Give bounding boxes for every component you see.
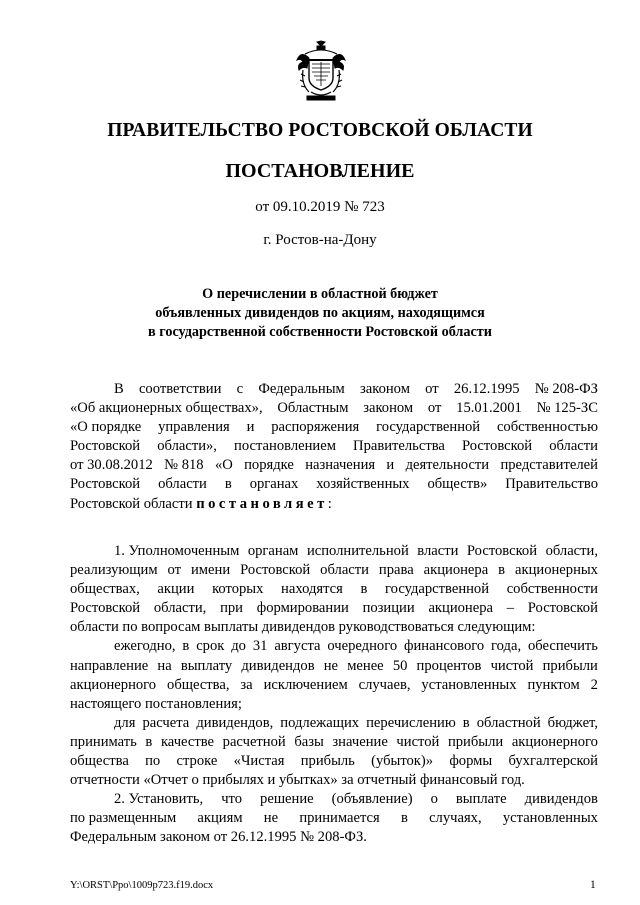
word: области, xyxy=(545,543,598,559)
text-line xyxy=(70,599,598,618)
word: от xyxy=(167,562,182,579)
word: обществ» xyxy=(427,476,488,493)
text-line xyxy=(70,418,598,437)
word: процентов xyxy=(416,657,482,674)
text-line xyxy=(70,676,598,695)
word: базы xyxy=(294,733,324,750)
word: находятся xyxy=(281,581,343,598)
text-line xyxy=(70,752,598,771)
document-subject xyxy=(70,285,570,342)
word: очередного xyxy=(327,638,398,655)
word: не xyxy=(323,657,339,674)
text-line xyxy=(70,475,598,494)
subject-line: объявленных дивидендов по акциям, находящимся xyxy=(155,305,485,321)
word: Ростовской xyxy=(527,600,598,617)
word: государственной xyxy=(376,419,481,436)
text-line xyxy=(70,714,598,733)
word: собственности xyxy=(506,581,598,598)
word: законом xyxy=(363,400,414,417)
word: хозяйственных xyxy=(316,476,410,493)
word: ежегодно, xyxy=(114,638,176,655)
word: области», xyxy=(157,438,217,455)
word: строке xyxy=(176,753,218,770)
word: в xyxy=(224,476,232,493)
word: «О xyxy=(214,457,233,474)
word: исключением xyxy=(263,676,348,693)
word: 2. Установить, xyxy=(114,791,204,808)
word: (объявление) xyxy=(331,791,413,808)
word: позиции xyxy=(362,600,415,617)
word: органах xyxy=(249,476,299,493)
word: качестве xyxy=(160,733,215,750)
line-text: Федеральным законом от 26.12.1995 № 208-ФЗ. xyxy=(70,829,367,846)
word: и xyxy=(246,419,255,436)
text-line xyxy=(70,495,598,514)
text-line xyxy=(70,399,598,418)
word: направление xyxy=(70,657,149,674)
word: и xyxy=(386,457,395,474)
word: «О порядке xyxy=(70,419,142,436)
word: расчета xyxy=(142,714,190,731)
line-text: области по вопросам выплаты дивидендов руководствоваться следующим: xyxy=(70,619,536,636)
word: менее xyxy=(347,657,384,674)
word: установленных xyxy=(421,676,517,693)
word: за xyxy=(240,676,253,693)
word: собственностью xyxy=(496,419,598,436)
word: обществах, xyxy=(70,581,140,598)
word: решение xyxy=(260,791,314,808)
text-line xyxy=(70,561,598,580)
text-line xyxy=(70,733,598,752)
text-line xyxy=(70,790,598,809)
text-line xyxy=(70,580,598,599)
word: области, xyxy=(153,600,207,617)
word: законом xyxy=(359,381,410,397)
word: до xyxy=(231,638,246,655)
word: в xyxy=(498,562,506,579)
word: № 818 xyxy=(164,457,204,474)
word: соответствии xyxy=(138,381,222,397)
word: чистой xyxy=(490,657,534,674)
word: реализующим xyxy=(70,562,158,579)
word: Ростовской xyxy=(466,543,538,559)
word: – xyxy=(506,600,515,617)
text-line xyxy=(70,456,598,475)
word: общества xyxy=(70,753,129,770)
subject-line: О перечислении в областной бюджет xyxy=(202,286,438,302)
word: 26.12.1995 xyxy=(453,381,520,397)
word: прибыли xyxy=(542,657,598,674)
word: которых xyxy=(212,581,264,598)
document-date-number: от 09.10.2019 № 723 xyxy=(255,199,385,215)
word: постановлением xyxy=(234,438,336,455)
word: подлежащих xyxy=(280,714,360,731)
word: выплате xyxy=(455,791,507,808)
word: расчетной xyxy=(222,733,286,750)
text-line xyxy=(70,437,598,456)
document-type: ПОСТАНОВЛЕНИЕ xyxy=(225,160,415,182)
word: исполнительной xyxy=(306,543,409,559)
word: от xyxy=(427,400,442,417)
line-text: отчетности «Отчет о прибылях и убытках» за отчетный финансовый год. xyxy=(70,772,525,789)
word: в xyxy=(145,733,153,750)
word: о xyxy=(430,791,438,808)
word: Ростовской xyxy=(70,600,141,617)
page-number: 1 xyxy=(590,879,596,891)
word: назначения xyxy=(305,457,376,474)
word: общества, xyxy=(167,676,230,693)
text-line xyxy=(70,771,598,790)
word: В xyxy=(114,381,124,397)
word: срок xyxy=(196,638,225,655)
word: 1. Уполномоченным xyxy=(114,543,240,559)
word: акционерного xyxy=(70,676,157,693)
word: органам xyxy=(247,543,299,559)
word: Правительство xyxy=(505,476,598,493)
word: области xyxy=(320,562,369,579)
subject-line: в государственной собственности Ростовской области xyxy=(148,324,492,340)
word: перечислению xyxy=(366,714,456,731)
word: акционерного xyxy=(511,733,598,750)
word: что xyxy=(221,791,243,808)
text-line xyxy=(70,657,598,676)
document-place: г. Ростов-на-Дону xyxy=(263,232,377,248)
word: № 125-ЗС xyxy=(536,400,598,417)
text-line xyxy=(70,380,598,399)
word: Правительства xyxy=(353,438,445,455)
word: государственной xyxy=(385,581,490,598)
word: в xyxy=(462,714,470,731)
word: обеспечить xyxy=(527,638,598,655)
word: формы xyxy=(449,753,493,770)
text-line xyxy=(70,542,598,561)
word: акционера xyxy=(428,600,493,617)
word: дивидендов, xyxy=(196,714,274,731)
resolves-word: постановляет xyxy=(196,495,328,512)
word: 15.01.2001 xyxy=(456,400,522,417)
word: на xyxy=(157,657,172,674)
text-line xyxy=(70,618,598,637)
word: бухгалтерской xyxy=(508,753,598,770)
word: от 30.08.2012 xyxy=(70,457,153,474)
text-line xyxy=(70,828,598,847)
word: установленных xyxy=(502,810,598,827)
word: года, xyxy=(491,638,522,655)
line-text: настоящего постановления; xyxy=(70,695,242,712)
word: власти xyxy=(417,543,459,559)
word: области xyxy=(158,476,207,493)
word: «Об акционерных обществах», xyxy=(70,400,263,417)
coat-of-arms-emblem xyxy=(295,40,347,104)
word: (убыток)» xyxy=(371,753,434,770)
word: имени xyxy=(190,562,231,579)
word: пунктом xyxy=(527,676,580,693)
word: акционера xyxy=(423,562,489,579)
word: по xyxy=(145,753,161,770)
clauses-section xyxy=(70,542,598,848)
word: не xyxy=(263,810,279,827)
word: права xyxy=(378,562,414,579)
word: акции xyxy=(157,581,195,598)
word: дивидендов xyxy=(524,791,598,808)
line-text: Ростовской области xyxy=(70,495,193,512)
text-line xyxy=(70,637,598,656)
word: акциям xyxy=(197,810,243,827)
word: по размещенным xyxy=(70,810,177,827)
word: случаев, xyxy=(358,676,411,693)
word: 31 xyxy=(252,638,268,655)
word: случаях, xyxy=(429,810,482,827)
word: «Чистая xyxy=(233,753,285,770)
word: в xyxy=(360,581,368,598)
word: деятельности xyxy=(405,457,490,474)
word: выплату xyxy=(180,657,233,674)
word: чистой xyxy=(396,733,440,750)
word: области xyxy=(549,438,598,455)
word: № 208-ФЗ xyxy=(534,381,598,397)
text-line xyxy=(70,809,598,828)
word: Ростовской xyxy=(70,438,141,455)
word: для xyxy=(114,714,136,731)
word: значение xyxy=(332,733,388,750)
word: Ростовской xyxy=(240,562,311,579)
word: с xyxy=(236,381,244,397)
word: Ростовской xyxy=(461,438,533,455)
word: акционерных xyxy=(515,562,598,579)
word: августа xyxy=(274,638,321,655)
word: управления xyxy=(158,419,230,436)
word: от xyxy=(425,381,439,397)
word: формировании xyxy=(256,600,349,617)
file-path-footer: Y:\ORST\Ppo\1009p723.f19.docx xyxy=(70,880,214,891)
word: распоряжения xyxy=(271,419,360,436)
word: принимается xyxy=(299,810,380,827)
word: Федеральным xyxy=(258,381,345,397)
preamble-paragraph xyxy=(70,380,598,514)
word: принимать xyxy=(70,733,137,750)
word: 2 xyxy=(590,676,598,693)
colon: : xyxy=(327,495,332,512)
word: областной xyxy=(476,714,541,731)
word: прибыль xyxy=(300,753,355,770)
word: представителей xyxy=(500,457,598,474)
word: прибыли xyxy=(447,733,504,750)
word: в xyxy=(400,810,408,827)
word: Областным xyxy=(277,400,349,417)
word: бюджет, xyxy=(547,714,598,731)
government-name: ПРАВИТЕЛЬСТВО РОСТОВСКОЙ ОБЛАСТИ xyxy=(107,120,533,141)
word: дивидендов xyxy=(241,657,315,674)
word: порядке xyxy=(244,457,294,474)
word: 50 xyxy=(392,657,408,674)
word: финансового xyxy=(404,638,485,655)
word: в xyxy=(182,638,190,655)
word: при xyxy=(220,600,243,617)
word: Ростовской xyxy=(70,476,141,493)
text-line xyxy=(70,695,598,714)
